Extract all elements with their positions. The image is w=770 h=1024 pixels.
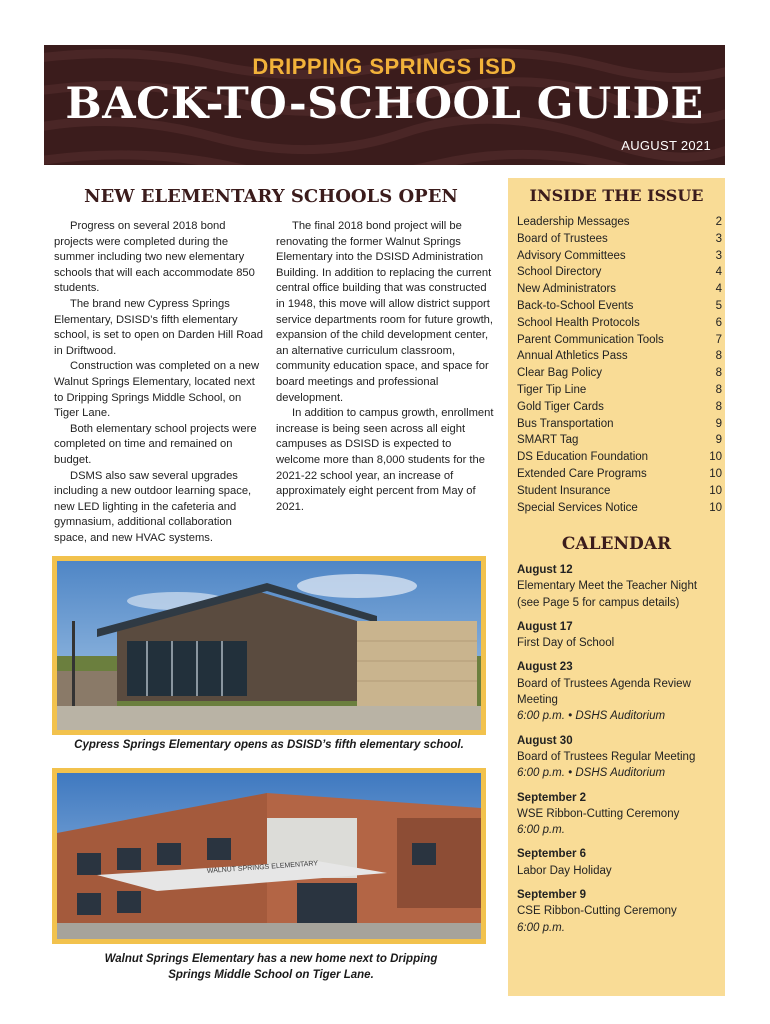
table-of-contents	[517, 214, 722, 516]
calendar-event: August 30 Board of Trustees Regular Meeting 6:00 p.m. • DSHS Auditorium	[517, 734, 696, 780]
article-column-2	[276, 219, 494, 515]
calendar-event: September 6 Labor Day Holiday	[517, 848, 612, 877]
inside-issue-title: INSIDE THE ISSUE	[529, 186, 704, 205]
toc-item: DS Education Foundation 10	[517, 451, 722, 464]
district-name: DRIPPING SPRINGS ISD	[252, 54, 517, 79]
cypress-building-image	[57, 561, 481, 730]
toc-item: Extended Care Programs 10	[517, 467, 722, 480]
toc-item: Annual Athletics Pass 8	[517, 350, 722, 363]
calendar-event: August 12 Elementary Meet the Teacher Night (see Page 5 for campus details)	[517, 564, 698, 609]
toc-item: Bus Transportation 9	[517, 417, 722, 430]
calendar-event: August 23 Board of Trustees Agenda Review Meeting 6:00 p.m. • DSHS Auditorium	[517, 661, 691, 723]
toc-item: Tiger Tip Line 8	[517, 383, 722, 396]
masthead-banner	[44, 45, 725, 165]
article-paragraph: The final 2018 bond project will be renovating the former Walnut Springs Elementary into the DSISD Administration Building. In addition to replacing the current central office building that was constructed in 1948, this move will allow district support service departments room for future growth, expansion of the child development center, an alternative curriculum classroom, community education space, and space for board meetings and professional development.	[276, 220, 494, 404]
toc-item: Student Insurance 10	[517, 484, 722, 497]
toc-item: Gold Tiger Cards 8	[517, 400, 722, 413]
calendar-event: August 17 First Day of School	[517, 620, 615, 650]
cypress-springs-photo	[52, 556, 486, 735]
toc-item: SMART Tag 9	[517, 434, 722, 447]
toc-item: School Health Protocols 6	[517, 316, 722, 329]
article-paragraph: Construction was completed on a new Walnut Springs Elementary, located next to Dripping Springs Middle School, on Tiger Lane.	[54, 360, 260, 420]
photo-caption: Cypress Springs Elementary opens as DSISD’s fifth elementary school.	[74, 739, 464, 751]
toc-item: Advisory Committees 3	[517, 249, 722, 262]
article-column-1	[54, 219, 266, 546]
toc-item: Parent Communication Tools 7	[517, 333, 722, 346]
toc-item: School Directory 4	[517, 266, 722, 279]
article-paragraph: The brand new Cypress Springs Elementary, DSISD’s fifth elementary school, is set to open on Darden Hill Road in Driftwood.	[54, 297, 263, 357]
toc-item: Clear Bag Policy 8	[517, 367, 722, 380]
walnut-building-image	[57, 773, 481, 939]
toc-item: Board of Trustees 3	[517, 232, 722, 245]
toc-item: New Administrators 4	[517, 283, 722, 296]
article-paragraph: Both elementary school projects were completed on time and remained on budget.	[54, 422, 257, 466]
building-sign: WALNUT SPRINGS ELEMENTARY	[206, 860, 319, 875]
article-paragraph: In addition to campus growth, enrollment increase is being seen across all eight campuses as DSISD is expected to welcome more than 8,000 students for the 2021-22 school year, an increase of approximately eight percent from May of 2021.	[276, 407, 494, 513]
toc-item: Special Services Notice 10	[517, 501, 722, 514]
article-paragraph: Progress on several 2018 bond projects were completed during the summer including two new elementary schools that will each accommodate 850 students.	[54, 220, 255, 295]
toc-item: Back-to-School Events 5	[517, 299, 722, 312]
issue-date: AUGUST 2021	[621, 138, 711, 153]
guide-title: BACK-TO-SCHOOL GUIDE	[65, 79, 704, 129]
toc-item: Leadership Messages 2	[517, 216, 722, 228]
calendar-event: September 2 WSE Ribbon-Cutting Ceremony 6:00 p.m.	[517, 791, 680, 837]
article-title: NEW ELEMENTARY SCHOOLS OPEN	[84, 186, 458, 207]
calendar-event: September 9 CSE Ribbon-Cutting Ceremony 6:00 p.m.	[517, 889, 677, 934]
walnut-springs-photo	[52, 768, 486, 944]
calendar-list	[517, 562, 722, 944]
article-paragraph: DSMS also saw several upgrades including a new outdoor learning space, new LED lighting in the cafeteria and gymnasium, additional collaboration space, and new HVAC systems.	[54, 469, 252, 544]
sidebar-panel	[508, 178, 725, 996]
calendar-title: CALENDAR	[561, 534, 672, 554]
photo-caption: Walnut Springs Elementary has a new home next to Dripping Springs Middle School on Tiger Lane.	[104, 953, 438, 981]
